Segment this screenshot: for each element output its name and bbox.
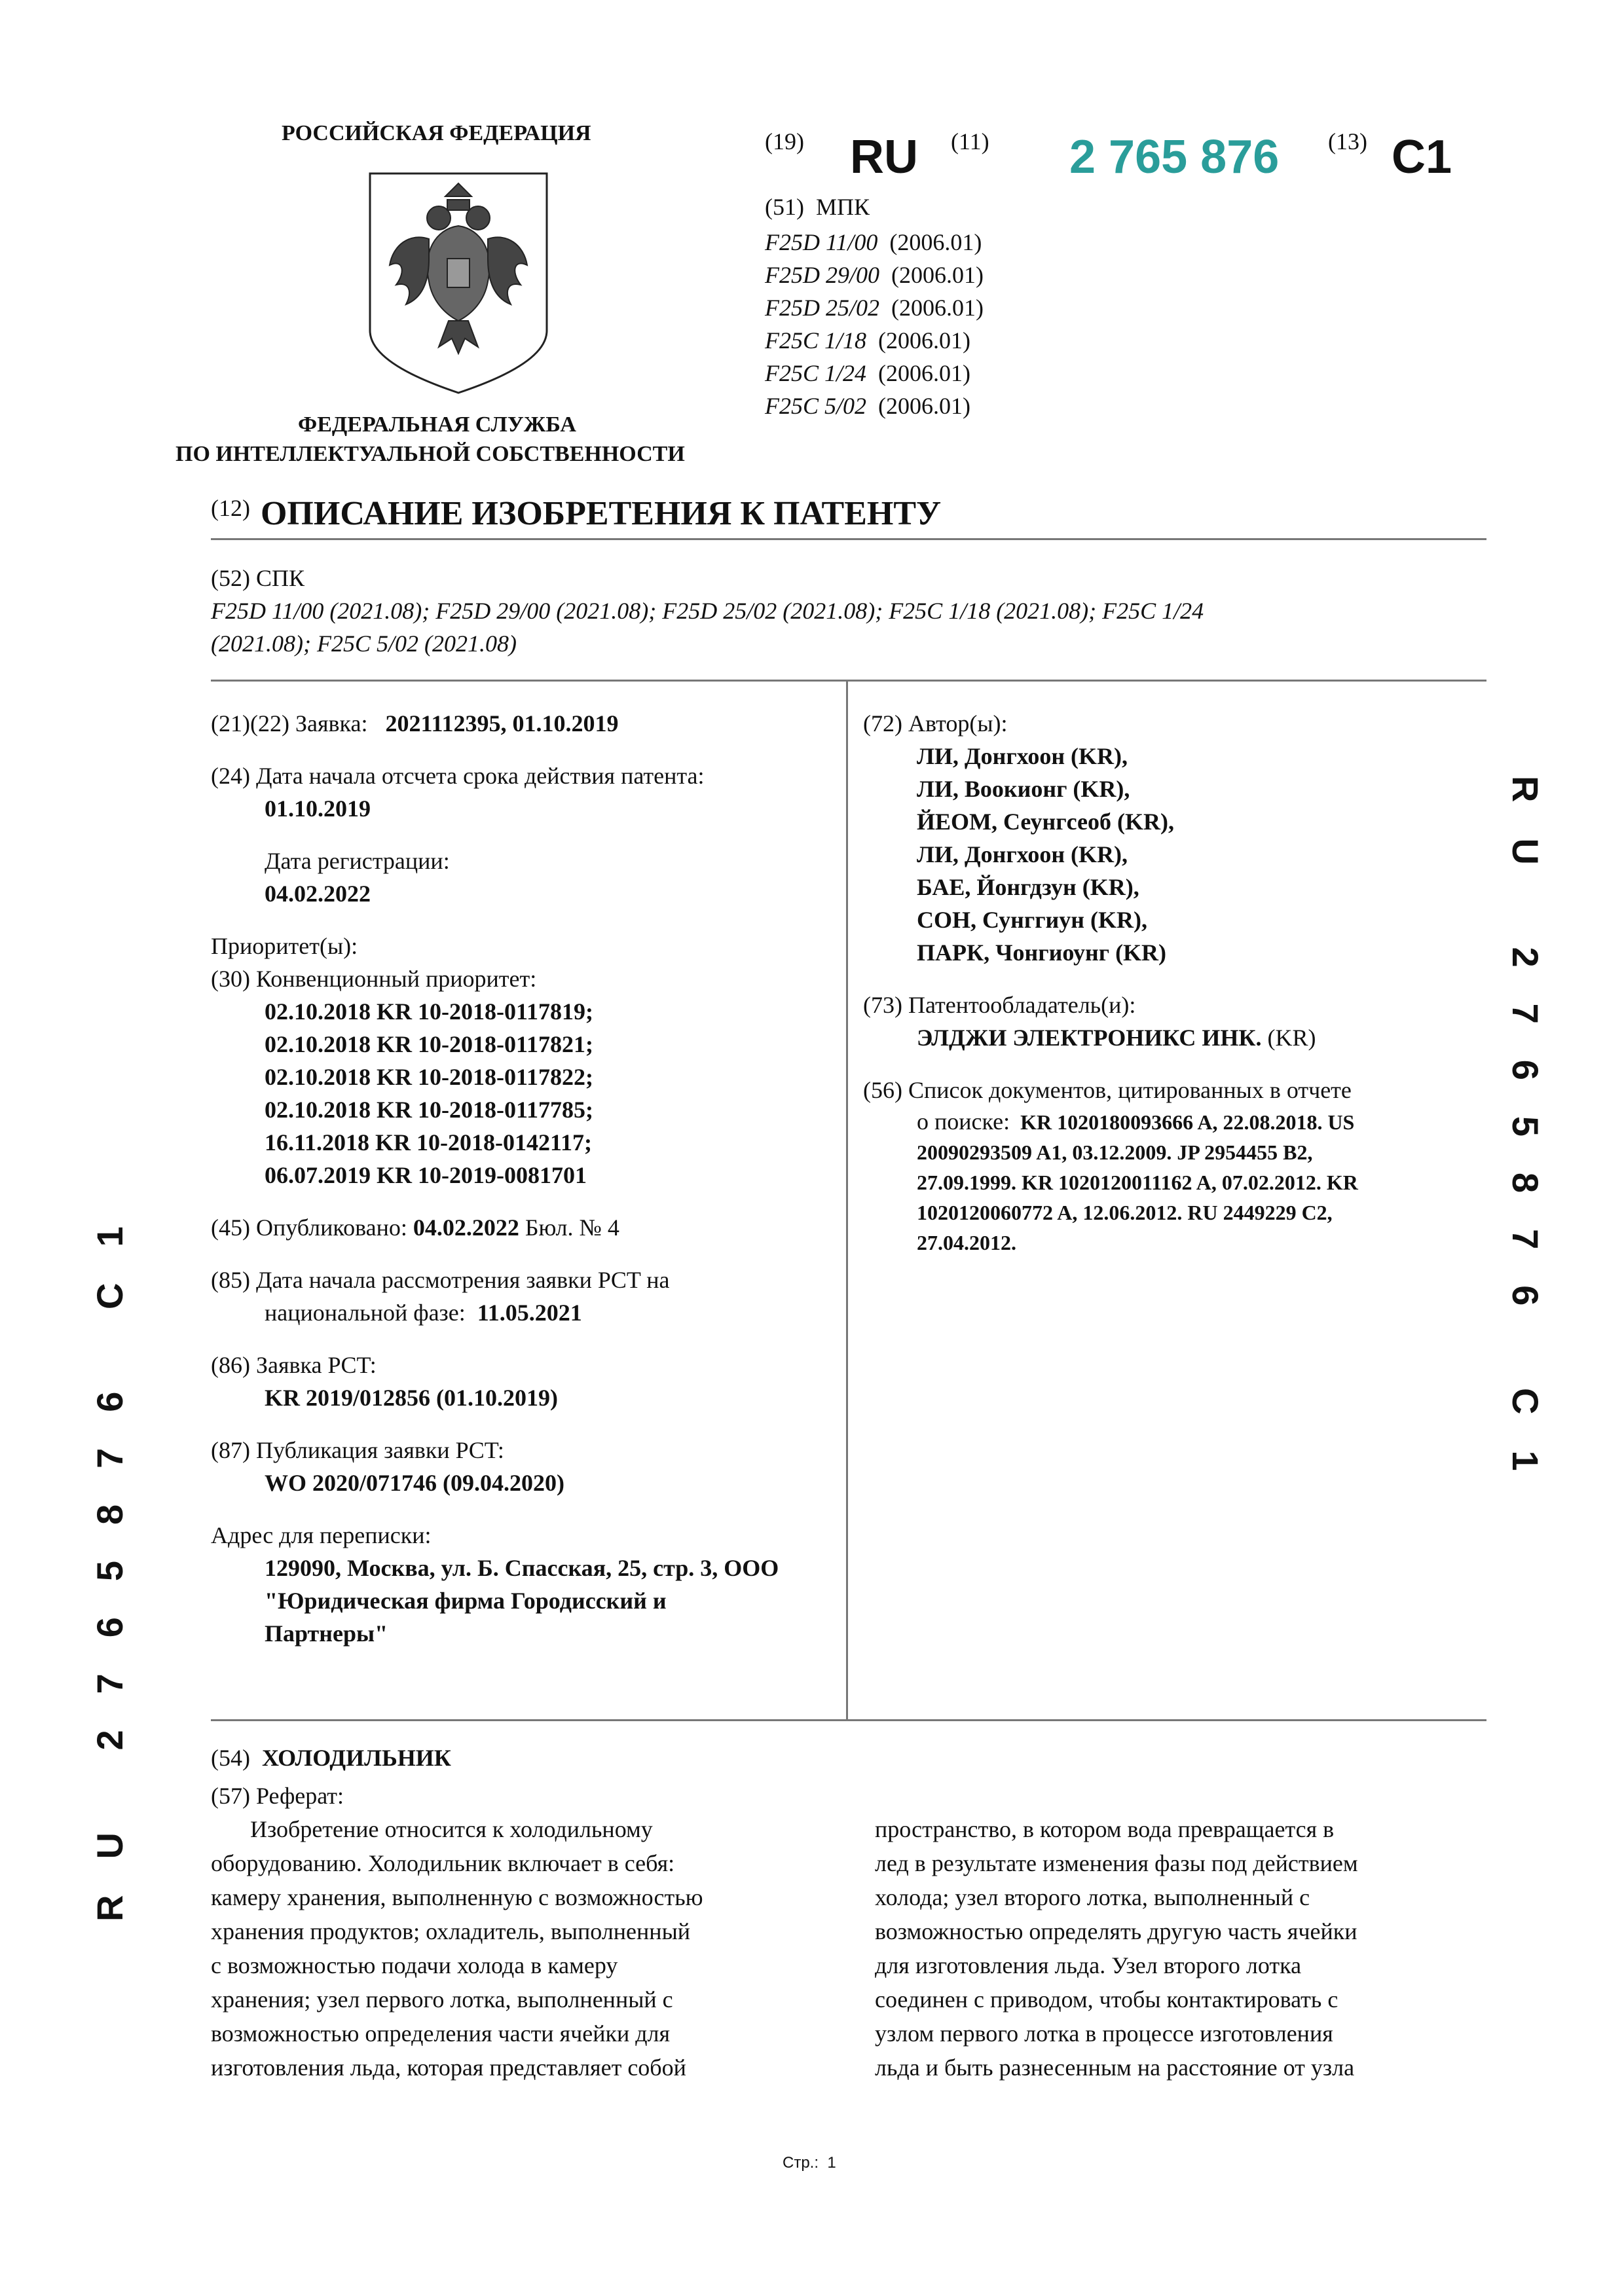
priority-item: 02.10.2018 KR 10-2018-0117822; bbox=[265, 1064, 593, 1090]
country-name: РОССИЙСКАЯ ФЕДЕРАЦИЯ bbox=[282, 121, 591, 145]
side-label-left: RU 2765876 C1 bbox=[89, 1190, 130, 1922]
divider bbox=[211, 538, 1486, 540]
abstract-column-1: Изобретение относится к холодильному оборудованию. Холодильник включает в себя: камеру хранения, выполненную с возможностью хранения продуктов; охладитель, выполненный с возможностью подачи холода в камеру хранения; узел первого лотка, выполненный с возможностью определения части ячейки для изготовления льда, которая представляет собой bbox=[211, 1816, 703, 2081]
address-field: Адрес для переписки: 129090, Москва, ул. Б. Спасская, 25, стр. 3, ООО "Юридическая фирма Городисский и Партнеры" bbox=[211, 1522, 779, 1647]
abstract-column-2: пространство, в котором вода превращается в лед в результате изменения фазы под действием холода; узел второго лотка, выполненный с возможностью определять другую часть ячейки для изготовления льда. Узел второго лотка соединен с приводом, чтобы контактировать с узлом первого лотка в процессе изготовления льда и быть разнесенным на расстояние от узла bbox=[875, 1816, 1358, 2081]
document-title: (12) ОПИСАНИЕ ИЗОБРЕТЕНИЯ К ПАТЕНТУ bbox=[211, 495, 942, 532]
spk-label: (52) СПК bbox=[211, 565, 304, 591]
code-13: (13) bbox=[1328, 128, 1367, 155]
pct-application-field: (86) Заявка PCT: KR 2019/012856 (01.10.2019) bbox=[211, 1352, 558, 1411]
priority-item: 02.10.2018 KR 10-2018-0117819; bbox=[265, 998, 593, 1025]
ipc-row: F25D 25/02 (2006.01) bbox=[765, 295, 984, 321]
pct-publication-field: (87) Публикация заявки PCT: WO 2020/071746 (09.04.2020) bbox=[211, 1437, 564, 1496]
spk-line2: (2021.08); F25C 5/02 (2021.08) bbox=[211, 630, 517, 657]
bibliographic-right bbox=[863, 707, 1485, 1277]
ipc-row: F25C 1/18 (2006.01) bbox=[765, 327, 970, 354]
authors-field: (72) Автор(ы): ЛИ, Донгхоон (KR), ЛИ, Воокионг (KR), ЙЕОМ, Сеунгсеоб (KR), ЛИ, Донгхоон (KR), БАЕ, Йонгдзун (KR), СОН, Сунггиун (KR), ПАРК, Чонгиоунг (KR) bbox=[863, 707, 1485, 969]
priority-list bbox=[211, 995, 833, 1192]
term-start-field: (24) Дата начала отсчета срока действия патента: 01.10.2019 bbox=[211, 763, 705, 822]
column-divider bbox=[846, 680, 848, 1721]
bibliographic-left bbox=[211, 707, 833, 1669]
ipc-label bbox=[765, 193, 870, 221]
agency-name-line2: ПО ИНТЕЛЛЕКТУАЛЬНОЙ СОБСТВЕННОСТИ bbox=[175, 442, 685, 466]
pct-national-field: (85) Дата начала рассмотрения заявки PCT на национальной фазе: 11.05.2021 bbox=[211, 1267, 670, 1326]
agency-name-line1: ФЕДЕРАЛЬНАЯ СЛУЖБА bbox=[298, 412, 576, 437]
published-field: (45) Опубликовано: 04.02.2022 Бюл. № 4 bbox=[211, 1214, 619, 1241]
ipc-row: F25D 29/00 (2006.01) bbox=[765, 262, 984, 288]
code-19: (19) bbox=[765, 128, 804, 155]
page-number: Стр.: 1 bbox=[783, 2154, 836, 2172]
application-field: (21)(22) Заявка: 2021112395, 01.10.2019 bbox=[211, 710, 619, 737]
ipc-row: F25C 1/24 (2006.01) bbox=[765, 360, 970, 386]
patent-number: 2 765 876 bbox=[1069, 131, 1280, 183]
priority-field: Приоритет(ы): (30) Конвенционный приоритет: 02.10.2018 KR 10-2018-0117819; 02.10.2018 KR 10-2018-0117821; 02.10.2018 KR 10-2018-0117822; 02.10.2018 KR 10-2018-0117785; 16.11.2018 KR 10-2018-0142117; 06.07.2019 KR 10-2019-0081701 bbox=[211, 930, 833, 1192]
code-11: (11) bbox=[951, 128, 989, 155]
divider bbox=[211, 680, 1486, 682]
kind-code: C1 bbox=[1392, 131, 1452, 183]
divider bbox=[211, 1719, 1486, 1721]
ipc-row: F25D 11/00 (2006.01) bbox=[765, 229, 982, 255]
author-item: ЛИ, Воокионг (KR), bbox=[917, 776, 1130, 802]
author-item: ЛИ, Донгхоон (KR), bbox=[917, 743, 1128, 769]
abstract-label: (57) Реферат: bbox=[211, 1783, 344, 1809]
code-51: (51) bbox=[765, 194, 804, 220]
priority-item: 02.10.2018 KR 10-2018-0117785; bbox=[265, 1097, 593, 1123]
priority-item: 02.10.2018 KR 10-2018-0117821; bbox=[265, 1031, 593, 1057]
registration-field: Дата регистрации: 04.02.2022 bbox=[265, 848, 450, 907]
priority-item: 06.07.2019 KR 10-2019-0081701 bbox=[265, 1162, 587, 1188]
ipc-row: F25C 5/02 (2006.01) bbox=[765, 393, 970, 419]
patent-holder-field: (73) Патентообладатель(и): ЭЛДЖИ ЭЛЕКТРОНИКС ИНК. (KR) bbox=[863, 992, 1316, 1051]
cited-documents-field: (56) Список документов, цитированных в отчете о поиске: KR 1020180093666 A, 22.08.2018. US 20090293509 A1, 03.12.2009. JP 2954455 B2, 27.09.1999. KR 1020120011162 A, 07.02.2012. KR 1020120060772 A, 12.06.2012. RU 2449229 C2, 27.04.2012. bbox=[863, 1077, 1358, 1254]
author-item: БАЕ, Йонгдзун (KR), bbox=[917, 874, 1139, 900]
invention-title: (54) ХОЛОДИЛЬНИК bbox=[211, 1745, 451, 1771]
ipc-list bbox=[765, 226, 984, 422]
country-code: RU bbox=[850, 131, 918, 183]
authors-list bbox=[863, 740, 1485, 969]
author-item: ЙЕОМ, Сеунгсеоб (KR), bbox=[917, 809, 1174, 835]
mpk-label: МПК bbox=[815, 194, 870, 220]
priority-item: 16.11.2018 KR 10-2018-0142117; bbox=[265, 1129, 592, 1156]
coat-of-arms-emblem bbox=[363, 167, 553, 396]
spk-line1: F25D 11/00 (2021.08); F25D 29/00 (2021.08); F25D 25/02 (2021.08); F25C 1/18 (2021.08); F25C 1/24 bbox=[211, 598, 1204, 624]
author-item: ЛИ, Донгхоон (KR), bbox=[917, 841, 1128, 867]
side-label-right: RU 2765876 C1 bbox=[1505, 776, 1546, 1507]
author-item: СОН, Сунггиун (KR), bbox=[917, 907, 1148, 933]
author-item: ПАРК, Чонгиоунг (KR) bbox=[917, 939, 1167, 966]
